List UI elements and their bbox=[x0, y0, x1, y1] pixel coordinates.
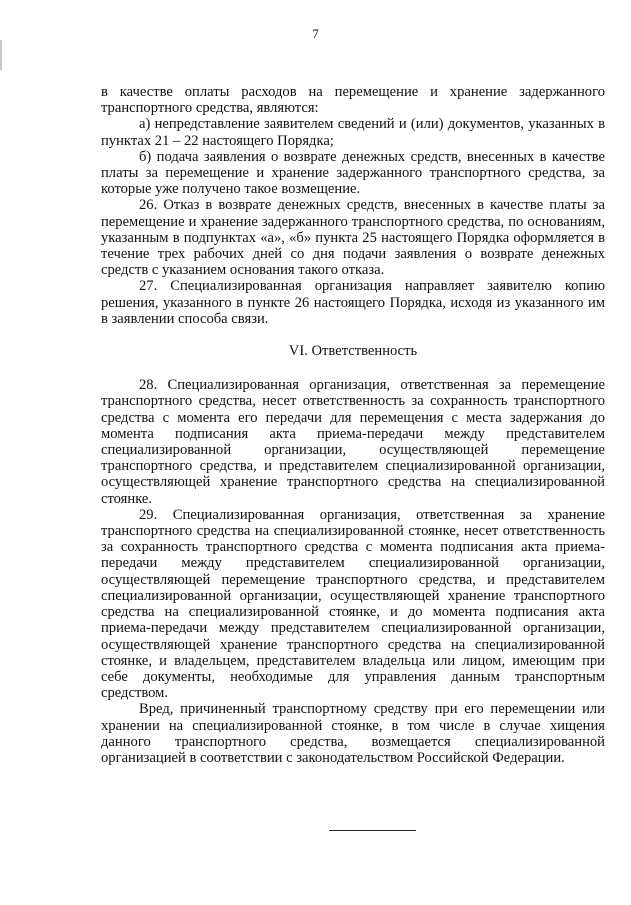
scan-edge-mark bbox=[0, 40, 2, 70]
subitem-a: а) непредставление заявителем сведений и (или) документов, указанных в пунктах 21 – 22 настоящего Порядка; bbox=[101, 116, 605, 149]
closing-rule bbox=[329, 830, 416, 831]
section-heading: VI. Ответственность bbox=[288, 343, 418, 360]
paragraph-continuation: в качестве оплаты расходов на перемещение и хранение задержанного транспортного средства, являются: bbox=[101, 84, 605, 117]
page-number: 7 bbox=[312, 26, 319, 41]
clause-28: 28. Специализированная организация, ответственная за перемещение транспортного средства, несет ответственность за сохранность транспортного средства с момента его передачи для перемещения с места задержания до момента подписания акта приема-передачи между представителем специализированной организации, осуществляющей перемещение транспортного средства, и представителем специализированной организации, осуществляющей хранение транспортного средства на специализированной стоянке. bbox=[101, 377, 605, 507]
clause-26: 26. Отказ в возврате денежных средств, внесенных в качестве платы за перемещение и хранение задержанного транспортного средства, по основаниям, указанным в подпунктах «а», «б» пункта 25 настоящего Порядка оформляется в течение трех рабочих дней со дня подачи заявления о возврате денежных средств с указанием основания такого отказа. bbox=[101, 197, 605, 279]
document-body bbox=[101, 84, 605, 766]
subitem-b: б) подача заявления о возврате денежных средств, внесенных в качестве платы за перемещение и хранение задержанного транспортного средства, за которые уже получено такое возмещение. bbox=[101, 148, 605, 198]
clause-27: 27. Специализированная организация направляет заявителю копию решения, указанного в пункте 26 настоящего Порядка, исходя из указанного им в заявлении способа связи. bbox=[101, 278, 605, 327]
damage-paragraph: Вред, причиненный транспортному средству при его перемещении или хранении на специализированной стоянке, в том числе в случае хищения данного транспортного средства, возмещается специализированной организацией в соответствии с законодательством Российской Федерации. bbox=[101, 701, 605, 766]
clause-29: 29. Специализированная организация, ответственная за хранение транспортного средства на специализированной стоянке, несет ответственность за сохранность транспортного средства с момента подписания акта приема-передачи между представителем специализированной организации, осуществляющей перемещение транспортного средства, и представителем специализированной организации, осуществляющей хранение транспортного средства на специализированной стоянке, и до момента подписания акта приема-передачи между представителем специализированной организации, осуществляющей хранение транспортного средства на специализированной стоянке, и владельцем, представителем владельца или лицом, имеющим при себе документы, необходимые для управления данным транспортным средством. bbox=[101, 506, 605, 702]
